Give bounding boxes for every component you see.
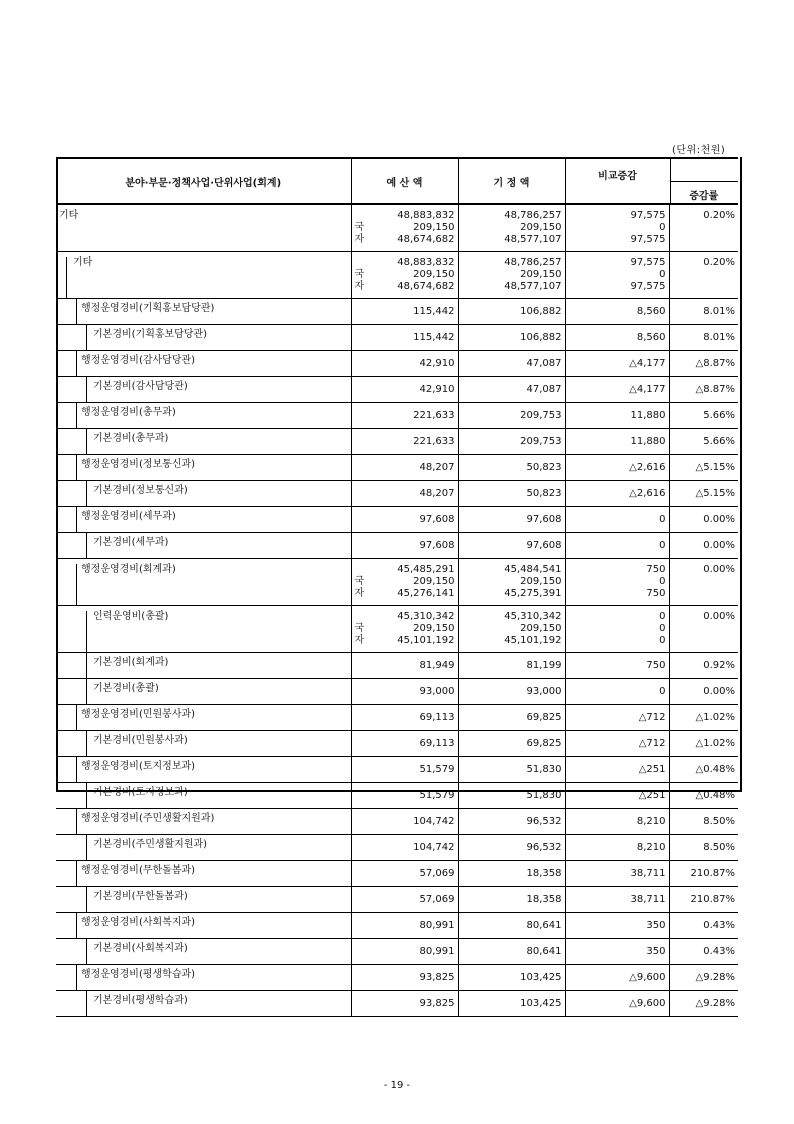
rate-cell: 0.92% xyxy=(669,653,738,679)
diff-cell: 0 xyxy=(565,507,669,533)
row-name: 행정운영경비(총무과) xyxy=(76,403,351,428)
diff-cell xyxy=(565,204,669,252)
row-name: 기타 xyxy=(66,257,351,298)
row-name-cell xyxy=(56,731,351,757)
final-cell-line: 209,150 xyxy=(520,576,562,587)
table-row xyxy=(56,325,738,351)
budget-cell: 81,949 xyxy=(351,653,458,679)
final-cell-line: 45,101,192 xyxy=(504,635,562,646)
table-row xyxy=(56,559,738,606)
final-cell-line: 48,786,257 xyxy=(504,210,562,221)
row-name-cell xyxy=(56,913,351,939)
diff-cell: 8,560 xyxy=(565,299,669,325)
final-cell: 209,753 xyxy=(458,403,565,429)
rate-cell: 8.50% xyxy=(669,809,738,835)
row-name-cell xyxy=(56,653,351,679)
final-cell-line: 45,484,541 xyxy=(504,564,562,575)
table-row xyxy=(56,455,738,481)
final-cell: 51,830 xyxy=(458,783,565,809)
row-name: 기본경비(주민생활지원과) xyxy=(86,835,351,860)
diff-cell: 8,210 xyxy=(565,835,669,861)
row-name: 기본경비(사회복지과) xyxy=(86,939,351,964)
final-cell: 50,823 xyxy=(458,455,565,481)
table-row xyxy=(56,533,738,559)
gook-label: 국 xyxy=(354,623,365,634)
rate-cell: 210.87% xyxy=(669,861,738,887)
row-name-cell xyxy=(56,809,351,835)
row-name-cell xyxy=(56,679,351,705)
diff-cell: 8,560 xyxy=(565,325,669,351)
rate-cell: 0.20% xyxy=(669,204,738,252)
header-rate: 증감률 xyxy=(689,191,719,202)
row-name: 기본경비(기획홍보담당관) xyxy=(86,325,351,350)
budget-cell-line: 209,150 xyxy=(413,222,455,233)
row-name: 행정운영경비(세무과) xyxy=(76,507,351,532)
row-name-cell xyxy=(56,429,351,455)
row-name-cell xyxy=(56,204,351,252)
header-diff: 비교증감 xyxy=(598,171,637,182)
diff-cell-line: 0 xyxy=(659,222,666,233)
rate-cell: 0.20% xyxy=(669,252,738,299)
ja-label: 자 xyxy=(354,588,365,599)
budget-cell-line: 209,150 xyxy=(413,623,455,634)
diff-cell-line: 97,575 xyxy=(630,257,666,268)
diff-cell-line: 97,575 xyxy=(630,210,666,221)
row-name-cell xyxy=(56,991,351,1017)
row-name: 기본경비(민원봉사과) xyxy=(86,731,351,756)
final-cell-line: 45,310,342 xyxy=(504,611,562,622)
diff-cell xyxy=(565,559,669,606)
rate-cell: △8.87% xyxy=(669,351,738,377)
row-name: 행정운영경비(평생학습과) xyxy=(76,965,351,990)
table-row xyxy=(56,429,738,455)
rate-cell: △0.48% xyxy=(669,783,738,809)
budget-cell: 69,113 xyxy=(351,705,458,731)
row-name-cell xyxy=(56,455,351,481)
row-name-cell xyxy=(56,351,351,377)
final-cell: 50,823 xyxy=(458,481,565,507)
table-row xyxy=(56,653,738,679)
budget-cell-line: 45,276,141 xyxy=(397,588,455,599)
budget-cell: 48,207 xyxy=(351,455,458,481)
budget-cell: 42,910 xyxy=(351,377,458,403)
page-number: - 19 - xyxy=(383,1080,411,1091)
final-cell: 209,753 xyxy=(458,429,565,455)
row-name-cell xyxy=(56,705,351,731)
budget-cell-line: 209,150 xyxy=(413,269,455,280)
budget-cell: 57,069 xyxy=(351,861,458,887)
diff-cell: 350 xyxy=(565,913,669,939)
budget-cell-line: 45,310,342 xyxy=(397,611,455,622)
diff-cell: 38,711 xyxy=(565,887,669,913)
table-row xyxy=(56,204,738,252)
rate-cell: 8.01% xyxy=(669,325,738,351)
final-cell xyxy=(458,204,565,252)
table-row xyxy=(56,679,738,705)
rate-cell: 8.01% xyxy=(669,299,738,325)
budget-cell: 104,742 xyxy=(351,835,458,861)
gook-label: 국 xyxy=(354,269,365,280)
table-row xyxy=(56,507,738,533)
diff-cell-line: 97,575 xyxy=(630,281,666,292)
unit-label: (단위:천원) xyxy=(672,145,726,156)
budget-cell xyxy=(351,252,458,299)
diff-cell: △251 xyxy=(565,783,669,809)
table-row xyxy=(56,913,738,939)
table-row xyxy=(56,299,738,325)
final-cell: 69,825 xyxy=(458,731,565,757)
row-name: 기본경비(평생학습과) xyxy=(86,991,351,1016)
row-name-cell xyxy=(56,783,351,809)
rate-cell: 0.00% xyxy=(669,606,738,653)
budget-cell: 115,442 xyxy=(351,299,458,325)
table-row xyxy=(56,887,738,913)
row-name-cell xyxy=(56,559,351,606)
final-cell: 96,532 xyxy=(458,835,565,861)
budget-cell: 221,633 xyxy=(351,403,458,429)
rate-cell: △9.28% xyxy=(669,991,738,1017)
final-cell: 51,830 xyxy=(458,757,565,783)
budget-cell: 97,608 xyxy=(351,507,458,533)
header-name: 분야·부문·정책사업·단위사업(회계) xyxy=(56,158,351,204)
final-cell xyxy=(458,559,565,606)
row-name: 기본경비(감사담당관) xyxy=(86,377,351,402)
row-name: 행정운영경비(기획홍보담당관) xyxy=(76,299,351,324)
diff-cell-line: 0 xyxy=(659,576,666,587)
final-cell: 106,882 xyxy=(458,299,565,325)
budget-cell: 80,991 xyxy=(351,913,458,939)
budget-cell xyxy=(351,606,458,653)
table-row xyxy=(56,783,738,809)
diff-cell: 11,880 xyxy=(565,429,669,455)
budget-cell: 221,633 xyxy=(351,429,458,455)
diff-cell: △251 xyxy=(565,757,669,783)
rate-cell: 0.43% xyxy=(669,913,738,939)
table-row xyxy=(56,351,738,377)
final-cell xyxy=(458,606,565,653)
final-cell: 81,199 xyxy=(458,653,565,679)
row-name: 행정운영경비(민원봉사과) xyxy=(76,705,351,730)
table-row xyxy=(56,809,738,835)
table-row xyxy=(56,939,738,965)
row-name-cell xyxy=(56,861,351,887)
budget-cell: 93,825 xyxy=(351,991,458,1017)
final-cell: 96,532 xyxy=(458,809,565,835)
row-name-cell xyxy=(56,606,351,653)
diff-cell: 38,711 xyxy=(565,861,669,887)
rate-cell: △9.28% xyxy=(669,965,738,991)
final-cell-line: 48,786,257 xyxy=(504,257,562,268)
diff-cell: 0 xyxy=(565,533,669,559)
rate-cell: 5.66% xyxy=(669,429,738,455)
row-name-cell xyxy=(56,939,351,965)
rate-cell: △1.02% xyxy=(669,705,738,731)
row-name: 행정운영경비(사회복지과) xyxy=(76,913,351,938)
row-name: 기본경비(회계과) xyxy=(86,653,351,678)
table-row xyxy=(56,705,738,731)
row-name-cell xyxy=(56,757,351,783)
table-row xyxy=(56,965,738,991)
table-row xyxy=(56,757,738,783)
ja-label: 자 xyxy=(354,635,365,646)
row-name: 행정운영경비(주민생활지원과) xyxy=(76,809,351,834)
row-name: 기본경비(총무과) xyxy=(86,429,351,454)
row-name: 기본경비(토지정보과) xyxy=(86,783,351,808)
rate-cell: 0.43% xyxy=(669,939,738,965)
diff-cell: 8,210 xyxy=(565,809,669,835)
diff-cell: △9,600 xyxy=(565,965,669,991)
row-name-cell xyxy=(56,887,351,913)
table-row xyxy=(56,481,738,507)
table-row xyxy=(56,403,738,429)
diff-cell: △4,177 xyxy=(565,377,669,403)
final-cell: 103,425 xyxy=(458,991,565,1017)
budget-cell-line: 45,485,291 xyxy=(397,564,455,575)
row-name-cell xyxy=(56,325,351,351)
budget-table xyxy=(56,157,738,1017)
budget-cell: 93,825 xyxy=(351,965,458,991)
diff-cell: △712 xyxy=(565,705,669,731)
budget-cell: 42,910 xyxy=(351,351,458,377)
rate-cell: △5.15% xyxy=(669,455,738,481)
row-name: 행정운영경비(정보통신과) xyxy=(76,455,351,480)
diff-cell-line: 750 xyxy=(646,588,666,599)
budget-cell: 51,579 xyxy=(351,757,458,783)
budget-cell: 57,069 xyxy=(351,887,458,913)
rate-cell: 0.00% xyxy=(669,507,738,533)
diff-cell xyxy=(565,606,669,653)
row-name-cell xyxy=(56,252,351,299)
diff-cell xyxy=(565,252,669,299)
final-cell: 97,608 xyxy=(458,533,565,559)
budget-cell: 69,113 xyxy=(351,731,458,757)
budget-cell-line: 48,674,682 xyxy=(397,281,455,292)
diff-cell-line: 750 xyxy=(646,564,666,575)
diff-cell-line: 0 xyxy=(659,269,666,280)
diff-cell-line: 0 xyxy=(659,635,666,646)
budget-cell: 104,742 xyxy=(351,809,458,835)
ja-label: 자 xyxy=(354,281,365,292)
diff-cell: △2,616 xyxy=(565,481,669,507)
budget-cell-line: 48,883,832 xyxy=(397,257,455,268)
header-final: 기 정 액 xyxy=(458,158,565,204)
gook-label: 국 xyxy=(354,576,365,587)
budget-cell: 51,579 xyxy=(351,783,458,809)
rate-cell: △1.02% xyxy=(669,731,738,757)
row-name-cell xyxy=(56,299,351,325)
diff-cell: 0 xyxy=(565,679,669,705)
diff-cell-line: 97,575 xyxy=(630,234,666,245)
budget-cell: 80,991 xyxy=(351,939,458,965)
final-cell-line: 209,150 xyxy=(520,222,562,233)
row-name: 기본경비(무한돌봄과) xyxy=(86,887,351,912)
budget-cell-line: 45,101,192 xyxy=(397,635,455,646)
budget-cell: 93,000 xyxy=(351,679,458,705)
budget-cell: 115,442 xyxy=(351,325,458,351)
row-name-cell xyxy=(56,965,351,991)
final-cell: 103,425 xyxy=(458,965,565,991)
row-name: 행정운영경비(토지정보과) xyxy=(76,757,351,782)
row-name: 행정운영경비(무한돌봄과) xyxy=(76,861,351,886)
row-name: 행정운영경비(감사담당관) xyxy=(76,351,351,376)
rate-cell: △0.48% xyxy=(669,757,738,783)
row-name-cell xyxy=(56,835,351,861)
final-cell-line: 209,150 xyxy=(520,623,562,634)
rate-cell: 210.87% xyxy=(669,887,738,913)
diff-cell: △4,177 xyxy=(565,351,669,377)
budget-cell-line: 48,674,682 xyxy=(397,234,455,245)
rate-cell: 5.66% xyxy=(669,403,738,429)
budget-cell: 48,207 xyxy=(351,481,458,507)
final-cell-line: 48,577,107 xyxy=(504,234,562,245)
row-name: 기본경비(정보통신과) xyxy=(86,481,351,506)
diff-cell: 350 xyxy=(565,939,669,965)
table-row xyxy=(56,377,738,403)
budget-cell xyxy=(351,204,458,252)
final-cell-line: 48,577,107 xyxy=(504,281,562,292)
rate-cell: 8.50% xyxy=(669,835,738,861)
row-name: 행정운영경비(회계과) xyxy=(76,564,351,605)
final-cell: 69,825 xyxy=(458,705,565,731)
final-cell: 80,641 xyxy=(458,939,565,965)
final-cell: 93,000 xyxy=(458,679,565,705)
row-name: 기본경비(총괄) xyxy=(86,679,351,704)
gook-label: 국 xyxy=(354,222,365,233)
budget-cell-line: 209,150 xyxy=(413,576,455,587)
header-budget: 예 산 액 xyxy=(351,158,458,204)
final-cell-line: 45,275,391 xyxy=(504,588,562,599)
diff-cell: 11,880 xyxy=(565,403,669,429)
row-name: 기본경비(세무과) xyxy=(86,533,351,558)
final-cell: 106,882 xyxy=(458,325,565,351)
diff-cell-line: 0 xyxy=(659,611,666,622)
diff-cell: 750 xyxy=(565,653,669,679)
diff-cell: △712 xyxy=(565,731,669,757)
final-cell: 97,608 xyxy=(458,507,565,533)
diff-cell-line: 0 xyxy=(659,623,666,634)
rate-cell: 0.00% xyxy=(669,559,738,606)
row-name: 기타 xyxy=(59,210,79,221)
final-cell: 47,087 xyxy=(458,377,565,403)
row-name-cell xyxy=(56,533,351,559)
final-cell: 18,358 xyxy=(458,887,565,913)
budget-cell: 97,608 xyxy=(351,533,458,559)
row-name: 인력운영비(총괄) xyxy=(86,611,351,652)
row-name-cell xyxy=(56,507,351,533)
budget-cell-line: 48,883,832 xyxy=(397,210,455,221)
table-row xyxy=(56,252,738,299)
diff-cell: △9,600 xyxy=(565,991,669,1017)
row-name-cell xyxy=(56,403,351,429)
row-name-cell xyxy=(56,377,351,403)
table-body xyxy=(56,204,738,1017)
rate-cell: 0.00% xyxy=(669,679,738,705)
header-diff-group xyxy=(565,158,738,204)
table-row xyxy=(56,991,738,1017)
rate-cell: △8.87% xyxy=(669,377,738,403)
final-cell: 80,641 xyxy=(458,913,565,939)
table-row xyxy=(56,606,738,653)
rate-cell: 0.00% xyxy=(669,533,738,559)
table-row xyxy=(56,861,738,887)
final-cell-line: 209,150 xyxy=(520,269,562,280)
table-row xyxy=(56,835,738,861)
budget-cell xyxy=(351,559,458,606)
final-cell xyxy=(458,252,565,299)
table-row xyxy=(56,731,738,757)
rate-cell: △5.15% xyxy=(669,481,738,507)
final-cell: 18,358 xyxy=(458,861,565,887)
final-cell: 47,087 xyxy=(458,351,565,377)
ja-label: 자 xyxy=(354,234,365,245)
row-name-cell xyxy=(56,481,351,507)
diff-cell: △2,616 xyxy=(565,455,669,481)
